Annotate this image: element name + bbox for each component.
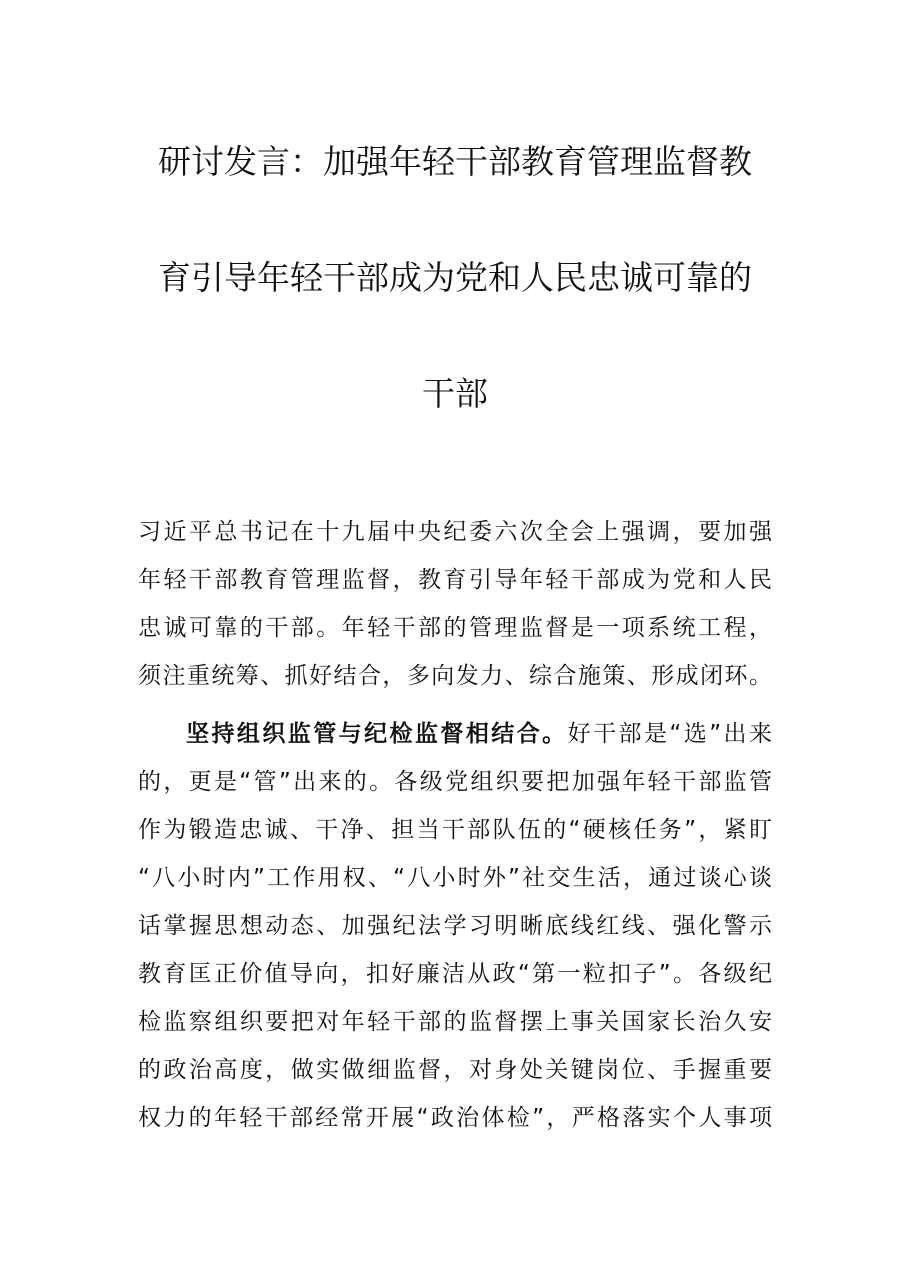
paragraph-2-line: 权力的年轻干部经常开展“政治体检”，严格落实个人事项: [138, 1105, 772, 1131]
paragraph-1: [138, 508, 772, 700]
title-line-2: 育引导年轻干部成为党和人民忠诚可靠的: [158, 258, 752, 297]
paragraph-2-line: 教育匡正价值导向，扣好廉洁从政“第一粒扣子”。各级纪: [138, 961, 772, 987]
paragraph-2-line: 检监察组织要把对年轻干部的监督摆上事关国家长治久安: [138, 1009, 772, 1035]
paragraph-2-first-line-rest: 好干部是“选”出来: [567, 721, 772, 747]
paragraph-2-line: 作为锻造忠诚、干净、担当干部队伍的“硬核任务”，紧盯: [138, 817, 772, 843]
paragraph-2-heading: 坚持组织监管与纪检监督相结合。: [186, 721, 568, 747]
paragraph-2-line: 话掌握思想动态、加强纪法学习明晰底线红线、强化警示: [138, 913, 772, 939]
paragraph-2-line: “八小时内”工作用权、“八小时外”社交生活，通过谈心谈: [138, 865, 772, 891]
paragraph-1-line: 忠诚可靠的干部。年轻干部的管理监督是一项系统工程，: [138, 615, 772, 641]
paragraph-1-line: 年轻干部教育管理监督，教育引导年轻干部成为党和人民: [138, 567, 772, 593]
paragraph-1-line: 习近平总书记在十九届中央纪委六次全会上强调，要加强: [138, 519, 772, 545]
paragraph-1-line: 须注重统筹、抓好结合，多向发力、综合施策、形成闭环。: [138, 663, 772, 689]
paragraph-2-line: 的政治高度，做实做细监督，对身处关键岗位、手握重要: [138, 1057, 772, 1083]
paragraph-gap: [138, 700, 772, 710]
paragraph-2-first-line: [138, 710, 772, 758]
document-body: [138, 508, 772, 1142]
paragraph-2-line: 的，更是“管”出来的。各级党组织要把加强年轻干部监管: [138, 769, 772, 795]
title-line-1: 研讨发言：加强年轻干部教育管理监督教: [158, 142, 752, 181]
paragraph-2: [138, 710, 772, 1142]
title-line-3: 干部: [422, 374, 488, 413]
